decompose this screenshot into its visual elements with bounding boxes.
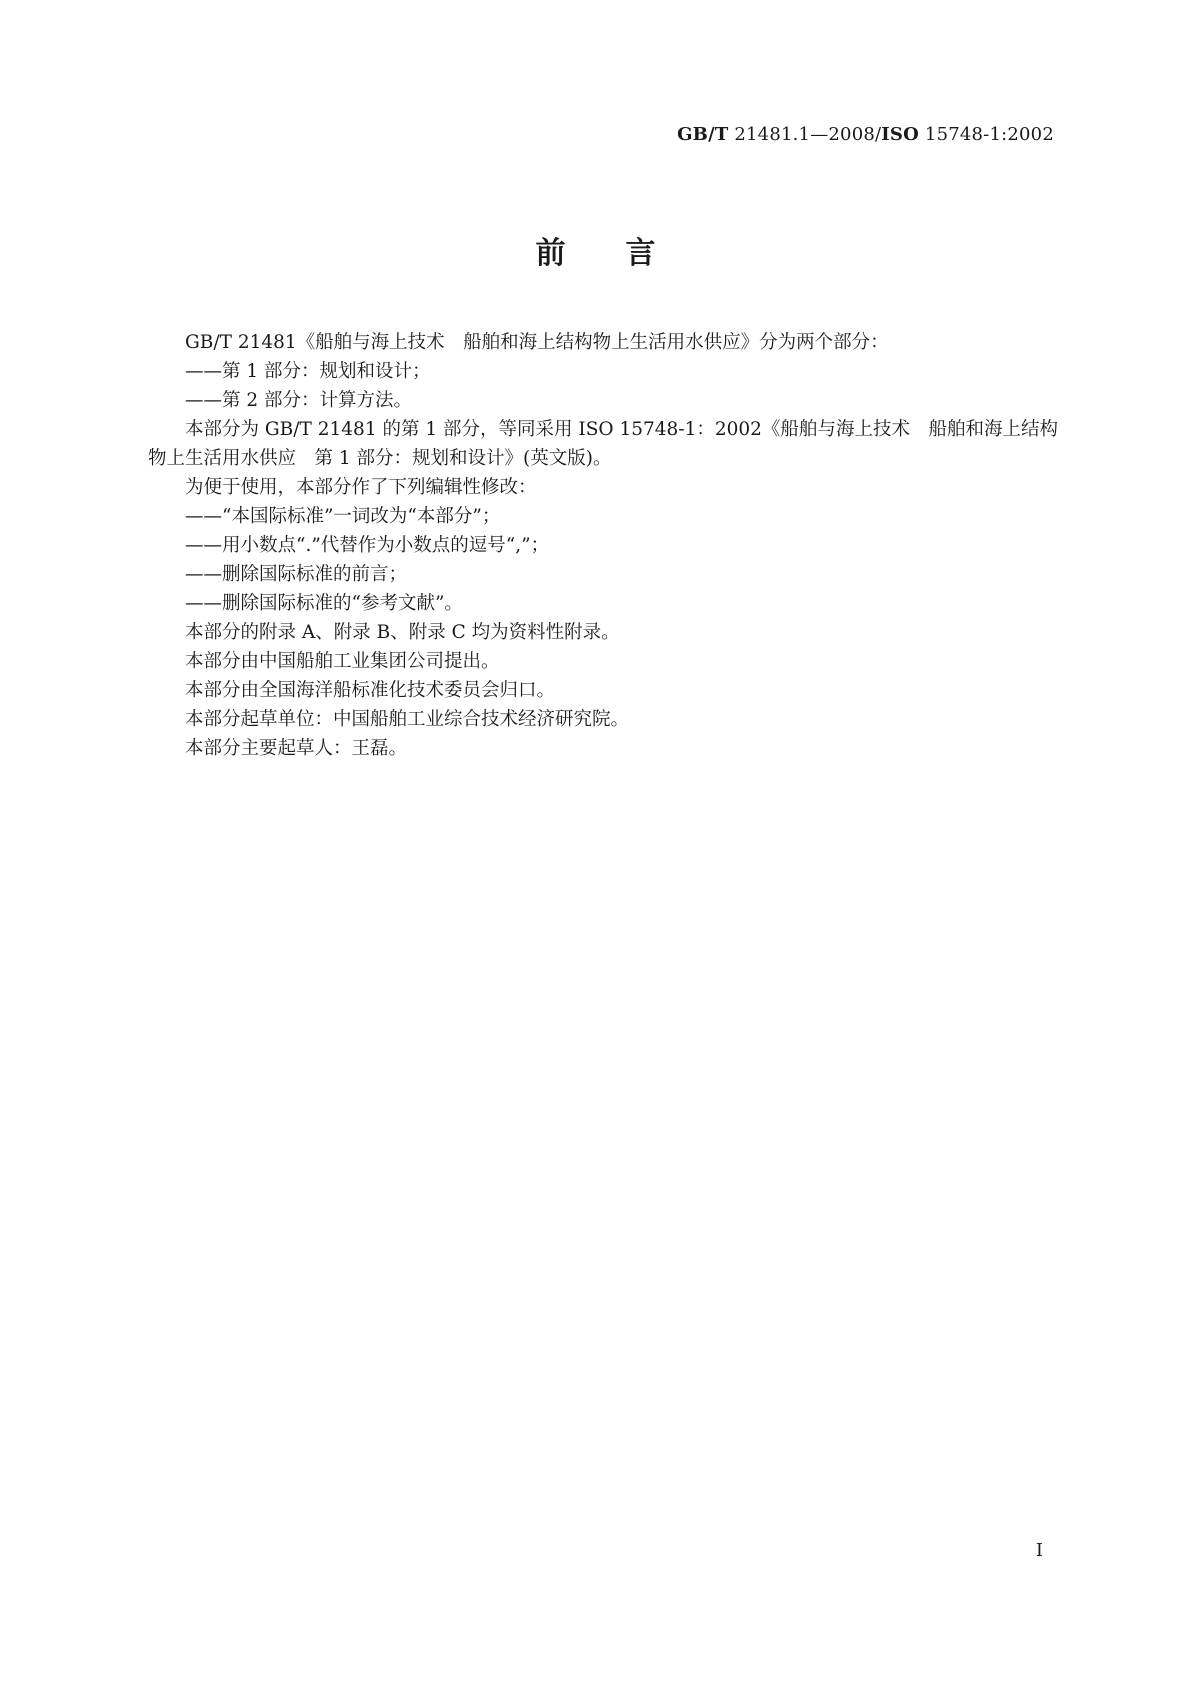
page-number: I <box>1035 1540 1043 1561</box>
document-code-header <box>677 124 1054 145</box>
paragraph-drafters: 本部分主要起草人：王磊。 <box>185 738 408 759</box>
page-title: 前言 <box>535 236 716 271</box>
foreword-body <box>148 328 1058 763</box>
paragraph-proposer: 本部分由中国船舶工业集团公司提出。 <box>185 651 500 672</box>
paragraph-adoption: 本部分为 GB/T 21481 的第 1 部分，等同采用 ISO 15748-1：2002《船舶与海上技术 船舶和海上结构物上生活用水供应 第 1 部分：规划和设计》(英文版)。 <box>148 419 1058 469</box>
list-item-part-2: ——第 2 部分：计算方法。 <box>185 390 413 411</box>
header-code-number: 21481.1—2008/ <box>728 124 882 145</box>
paragraph-intro: GB/T 21481《船舶与海上技术 船舶和海上结构物上生活用水供应》分为两个部分： <box>185 332 889 353</box>
header-code-bold-gbt: GB/T <box>677 124 729 145</box>
header-code-iso-number: 15748-1:2002 <box>919 124 1054 145</box>
list-item-part-1: ——第 1 部分：规划和设计； <box>185 361 431 382</box>
paragraph-committee: 本部分由全国海洋船标准化技术委员会归口。 <box>185 680 556 701</box>
header-code-bold-iso: ISO <box>881 124 919 145</box>
list-item-edit-2: ——用小数点“.”代替作为小数点的逗号“,”； <box>185 535 550 556</box>
paragraph-drafting-unit: 本部分起草单位：中国船舶工业综合技术经济研究院。 <box>185 709 630 730</box>
paragraph-edits-intro: 为便于使用，本部分作了下列编辑性修改： <box>185 477 537 498</box>
paragraph-annexes: 本部分的附录 A、附录 B、附录 C 均为资料性附录。 <box>185 622 620 643</box>
list-item-edit-4: ——删除国际标准的“参考文献”。 <box>185 593 463 614</box>
list-item-edit-3: ——删除国际标准的前言； <box>185 564 408 585</box>
list-item-edit-1: ——“本国际标准”一词改为“本部分”； <box>185 506 501 527</box>
